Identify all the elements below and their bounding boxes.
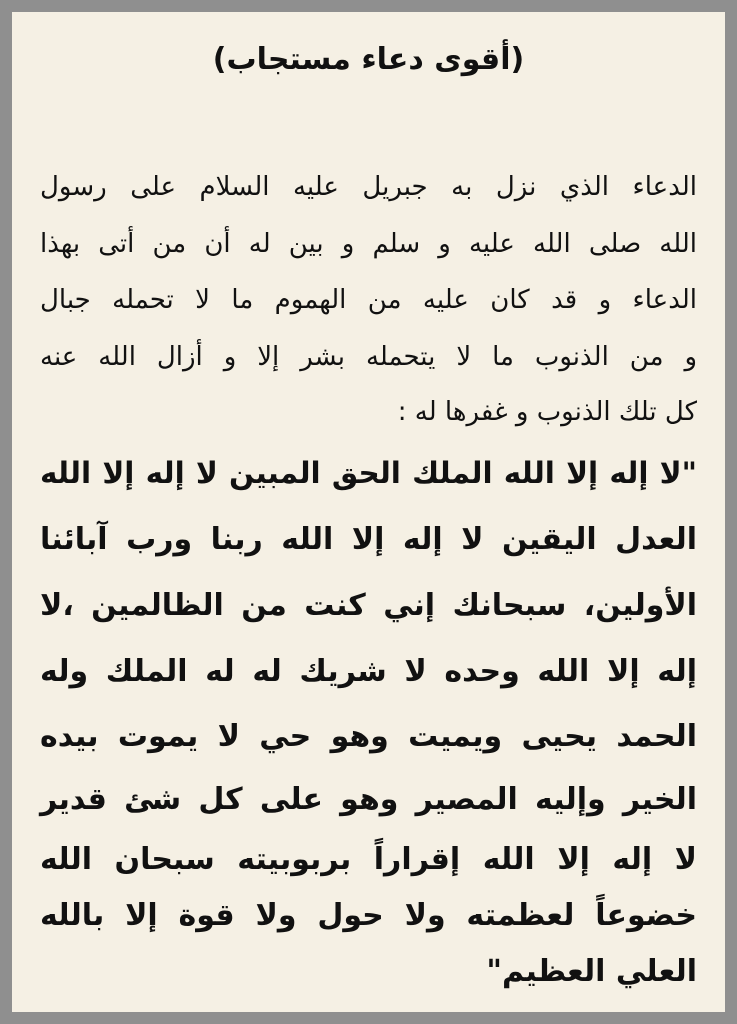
dua-line: الخير وإليه المصير وهو على كل شئ قدير bbox=[40, 782, 697, 817]
dua-line: خضوعاً لعظمته ولا حول ولا قوة إلا بالله bbox=[40, 898, 697, 933]
dua-line: إله إلا الله وحده لا شريك له له الملك وله bbox=[40, 654, 697, 689]
dua-line: الأولين، سبحانك إني كنت من الظالمين ،لا bbox=[40, 588, 697, 623]
intro-line: و من الذنوب ما لا يتحمله بشر إلا و أزال الله عنه bbox=[40, 342, 697, 372]
intro-line: الدعاء و قد كان عليه من الهموم ما لا تحمله جبال bbox=[40, 285, 697, 315]
dua-line: العدل اليقين لا إله إلا الله ربنا ورب آبائنا bbox=[40, 522, 697, 557]
page-title: (أقوى دعاء مستجاب) bbox=[212, 42, 525, 77]
dua-line: العلي العظيم" bbox=[486, 954, 697, 989]
document-page bbox=[12, 12, 725, 1012]
dua-line: لا إله إلا الله إقراراً بربوبيته سبحان الله bbox=[40, 842, 697, 877]
intro-line: الدعاء الذي نزل به جبريل عليه السلام على رسول bbox=[40, 172, 697, 202]
intro-line: الله صلى الله عليه و سلم و بين له أن من أتى بهذا bbox=[40, 229, 697, 259]
dua-line: الحمد يحيى ويميت وهو حي لا يموت بيده bbox=[40, 719, 697, 754]
intro-line: كل تلك الذنوب و غفرها له : bbox=[397, 397, 697, 427]
dua-line: "لا إله إلا الله الملك الحق المبين لا إله إلا الله bbox=[40, 456, 697, 490]
